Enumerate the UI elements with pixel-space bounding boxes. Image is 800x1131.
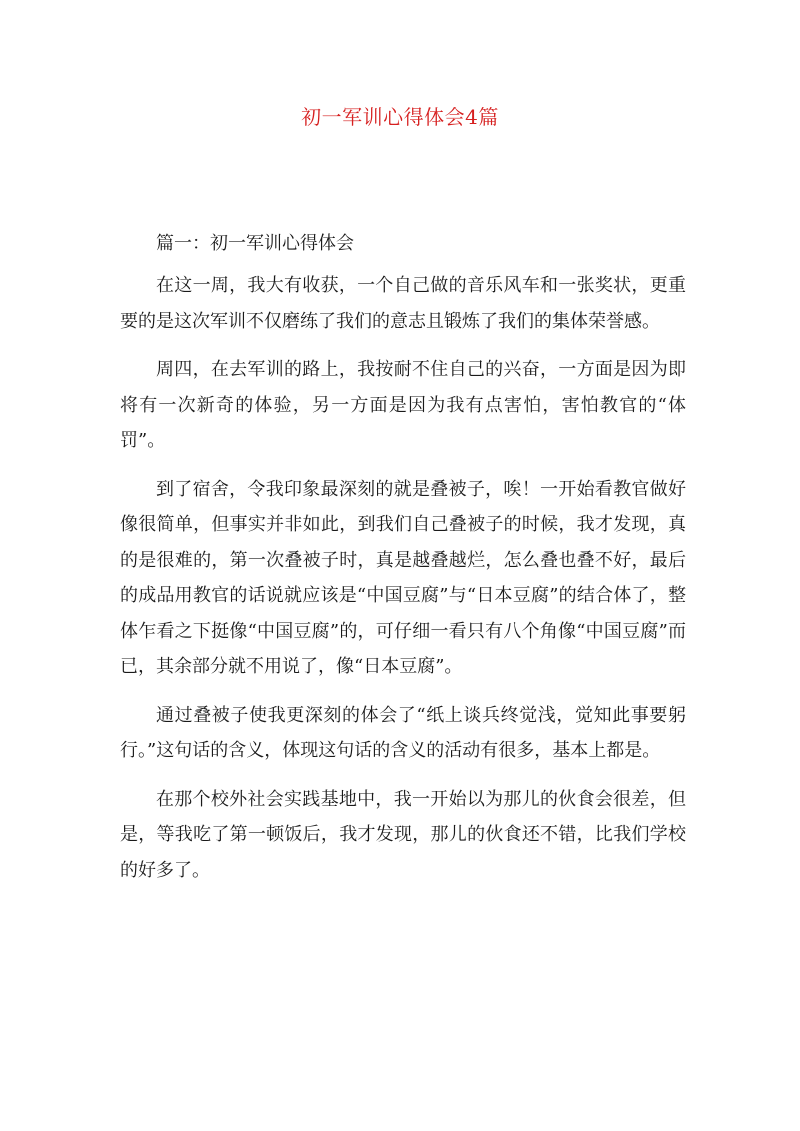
- section-heading: 篇一：初一军训心得体会: [156, 233, 354, 254]
- document-body: [120, 228, 686, 888]
- paragraph-5: 在那个校外社会实践基地中，我一开始以为那儿的伙食会很差，但是，等我吃了第一顿饭后，我才发现，那儿的伙食还不错，比我们学校的好多了。: [120, 788, 686, 881]
- paragraph-4: 通过叠被子使我更深刻的体会了“纸上谈兵终觉浅，觉知此事要躬行。”这句话的含义，体现这句话的含义的活动有很多，基本上都是。: [120, 704, 686, 761]
- paragraph-1: 在这一周，我大有收获，一个自己做的音乐风车和一张奖状，更重要的是这次军训不仅磨练了我们的意志且锻炼了我们的集体荣誉感。: [120, 275, 686, 332]
- paragraph-2: 周四，在去军训的路上，我按耐不住自己的兴奋，一方面是因为即将有一次新奇的体验，另一方面是因为我有点害怕，害怕教官的“体罚”。: [120, 359, 686, 451]
- paragraph-3: 到了宿舍，令我印象最深刻的就是叠被子，唉！一开始看教官做好像很简单，但事实并非如此，到我们自己叠被子的时候，我才发现，真的是很难的，第一次叠被子时，真是越叠越烂，怎么叠也叠不好，最后的成品用教官的话说就应该是“中国豆腐”与“日本豆腐”的结合体了，整体乍看之下挺像“中国豆腐”的，可仔细一看只有八个角像“中国豆腐”而已，其余部分就不用说了，像“日本豆腐”。: [120, 478, 686, 677]
- document-title: 初一军训心得体会4篇: [301, 105, 499, 129]
